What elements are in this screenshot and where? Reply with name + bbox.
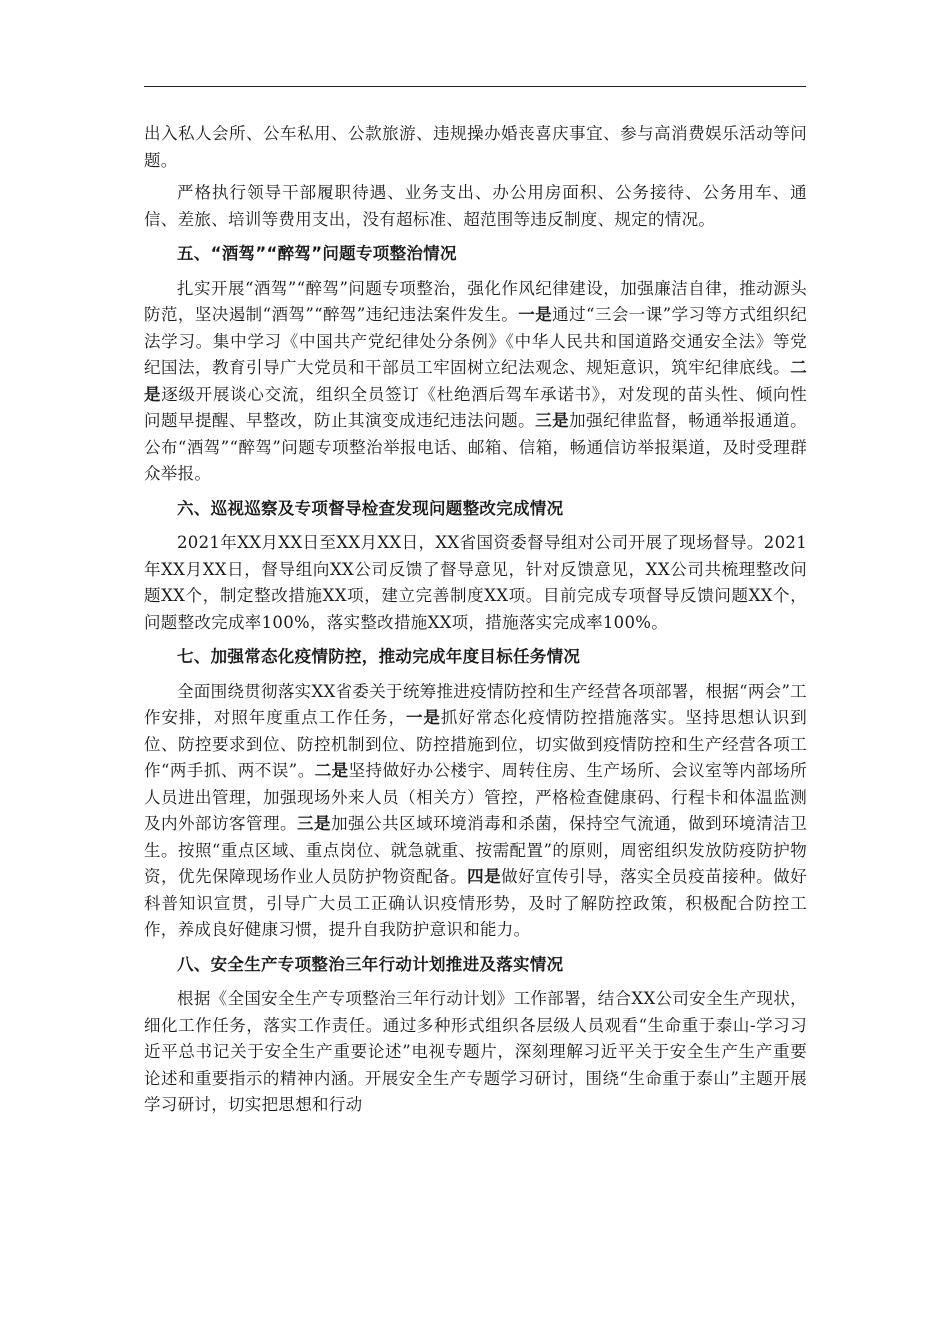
paragraph-text: 通过“三会一课”学习等方式组织纪法学习。集中学习《中国共产党纪律处分条例》《中华人民共和国道路交通安全法》等党纪国法，教育引导广大党员和干部员工牢固树立纪法观念、规矩意识，筑牢纪律底线。 — [144, 305, 807, 377]
emphasis-fourth: 四是 — [467, 867, 502, 886]
paragraph-safety-production: 根据《全国安全生产专项整治三年行动计划》工作部署，结合XX公司安全生产现状，细化工作任务，落实工作责任。通过多种形式组织各层级人员观看“生命重于泰山-学习习近平总书记关于安全生产重要论述”电视专题片，深刻理解习近平关于安全生产生产重要论述和重要指示的精神内涵。开展安全生产专题学习研讨，围绕“生命重于泰山”主题开展学习研讨，切实把思想和行动 — [144, 989, 807, 1114]
paragraph-inspection-rectification: 2021年XX月XX日至XX月XX日，XX省国资委督导组对公司开展了现场督导。2021年XX月XX日，督导组向XX公司反馈了督导意见，针对反馈意见，XX公司共梳理整改问题XX个，制定整改措施XX项，建立完善制度XX项。目前完成专项督导反馈问题XX个，问题整改完成率100%，落实整改措施XX项，措施落实完成率100%。 — [144, 533, 807, 632]
section-heading-7: 七、加强常态化疫情防控，推动完成年度目标任务情况 — [177, 647, 581, 666]
header-rule — [144, 86, 806, 87]
paragraph-drunk-driving — [144, 276, 807, 488]
emphasis-first: 一是 — [518, 305, 553, 324]
paragraph-text: 坚持做好办公楼宇、周转住房、生产场所、会议室等内部场所人员进出管理，加强现场外来人员（相关方）管控，严格检查健康码、行程卡和体温监测及内外部访客管理。 — [144, 761, 807, 833]
section-heading-6: 六、巡视巡察及专项督导检查发现问题整改完成情况 — [177, 498, 564, 518]
emphasis-third: 三是 — [535, 411, 570, 430]
emphasis-second: 二是 — [144, 358, 807, 404]
emphasis-first: 一是 — [405, 708, 441, 727]
document-body — [144, 121, 807, 1119]
paragraph-text: 全面围绕贯彻落实XX省委关于统筹推进疫情防控和生产经营各项部署，根据“两会”工作安排，对照年度重点工作任务， — [144, 681, 807, 727]
paragraph-continued: 出入私人会所、公车私用、公款旅游、违规操办婚丧喜庆事宜、参与高消费娱乐活动等问题。 — [144, 124, 807, 170]
paragraph-text: 逐级开展谈心交流，组织全员签订《杜绝酒后驾车承诺书》，对发现的苗头性、倾向性问题早提醒、早整改，防止其演变成违纪违法问题。 — [144, 384, 807, 430]
paragraph-text: 加强公共区域环境消毒和杀菌，保持空气流通，做到环境清洁卫生。按照“重点区域、重点岗位、就急就重、按需配置”的原则，周密组织发放防疫防护物资，优先保障现场作业人员防护物资配备。 — [144, 814, 807, 886]
section-heading-5: 五、“酒驾”“醉驾”问题专项整治情况 — [177, 244, 457, 263]
paragraph-expense-standards: 严格执行领导干部履职待遇、业务支出、办公用房面积、公务接待、公务用车、通信、差旅、培训等费用支出，没有超标准、超范围等违反制度、规定的情况。 — [144, 183, 807, 229]
paragraph-text: 加强纪律监督，畅通举报通道。公布“酒驾”“醉驾”问题专项整治举报电话、邮箱、信箱，畅通信访举报渠道，及时受理群众举报。 — [144, 411, 807, 483]
paragraph-text: 做好宣传引导，落实全员疫苗接种。做好科普知识宣贯，引导广大员工正确认识疫情形势，及时了解防控政策，积极配合防控工作，养成良好健康习惯，提升自我防护意识和能力。 — [144, 867, 807, 939]
paragraph-text: 扎实开展“酒驾”“醉驾”问题专项整治，强化作风纪律建设，加强廉洁自律，推动源头防范，坚决遏制“酒驾”“醉驾”违纪违法案件发生。 — [144, 278, 807, 324]
section-heading-8: 八、安全生产专项整治三年行动计划推进及落实情况 — [177, 954, 564, 974]
paragraph-epidemic-control — [144, 679, 807, 944]
emphasis-second: 二是 — [314, 761, 349, 780]
emphasis-third: 三是 — [297, 814, 332, 833]
paragraph-text: 抓好常态化疫情防控措施落实。坚持思想认识到位、防控要求到位、防控机制到位、防控措施到位，切实做到疫情防控和生产经营各项工作“两手抓、两不误”。 — [144, 708, 807, 780]
